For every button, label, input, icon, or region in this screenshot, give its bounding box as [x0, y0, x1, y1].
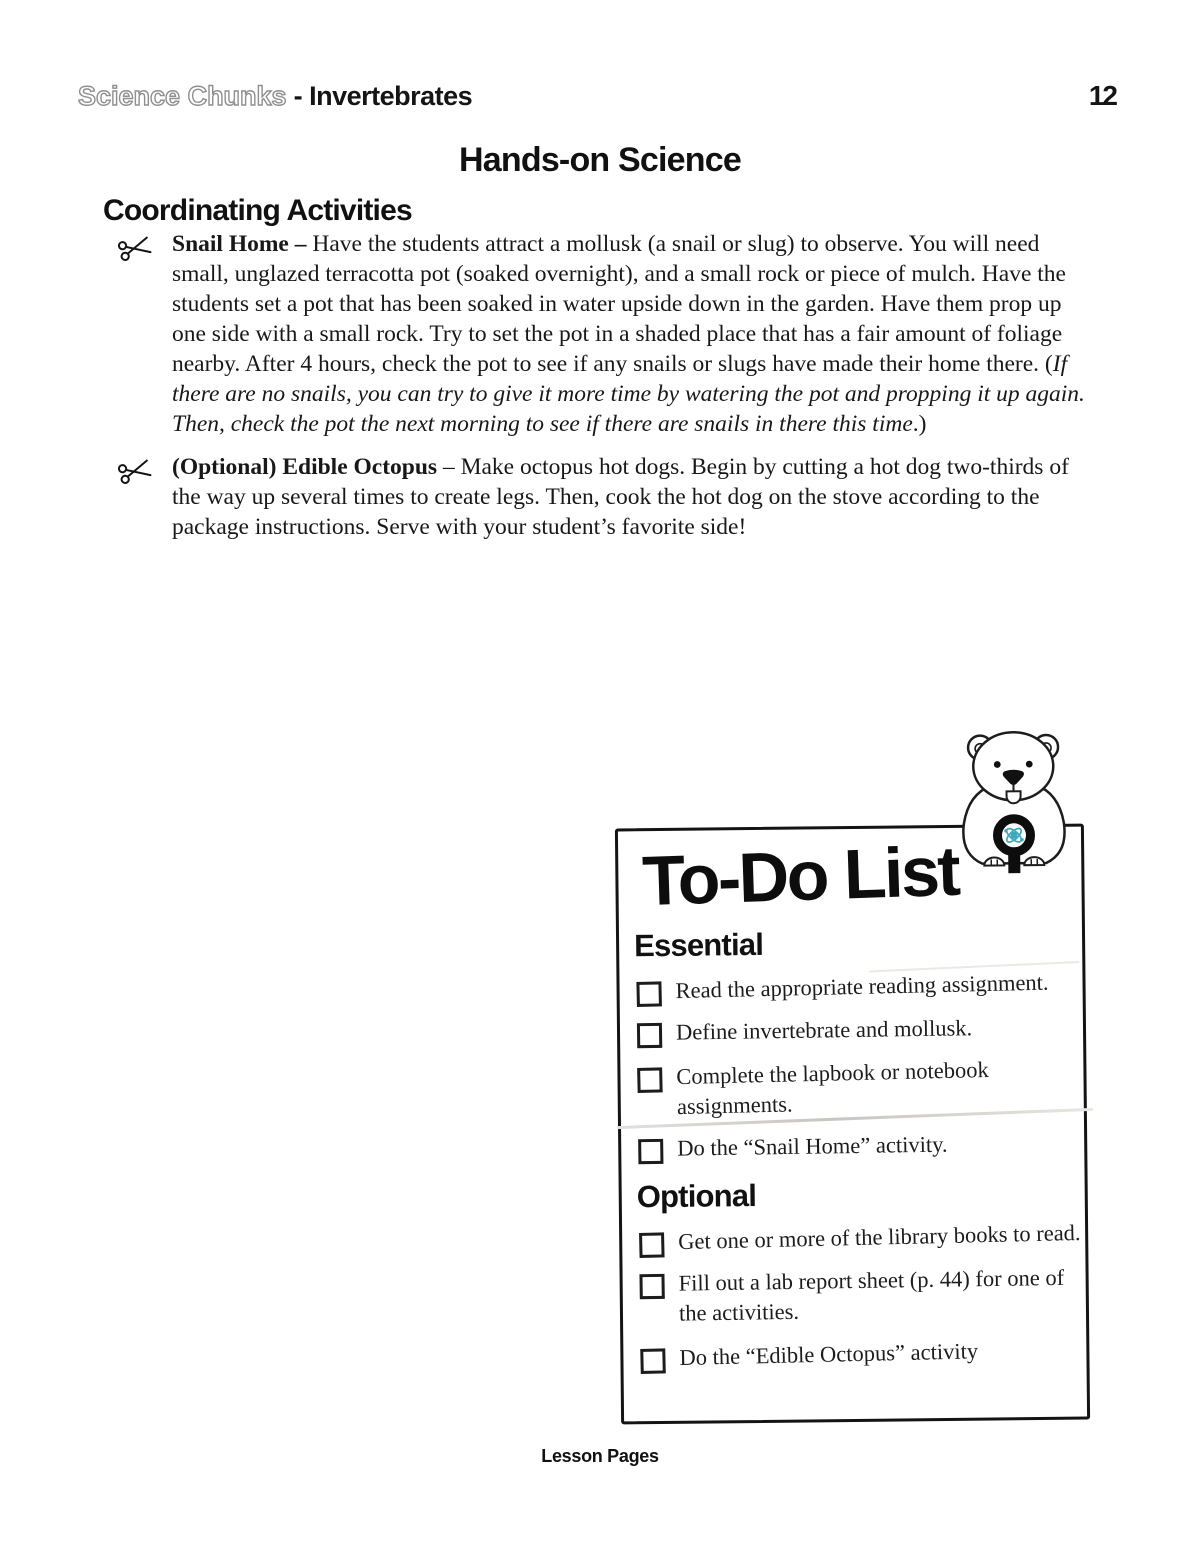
checkbox-icon — [639, 1274, 664, 1299]
activity-item — [118, 452, 1086, 542]
section-heading: Coordinating Activities — [103, 194, 412, 227]
page-header — [78, 80, 1116, 112]
todo-item-text: Complete the lapbook or notebook assignments. — [676, 1057, 989, 1120]
scissors-icon — [118, 457, 154, 485]
todo-item — [636, 1128, 1084, 1165]
bear-tongue — [1007, 791, 1021, 803]
page-title: Hands-on Science — [459, 141, 741, 179]
magnifier-handle — [1008, 851, 1020, 873]
scissors-icon — [118, 452, 172, 485]
todo-item — [635, 1012, 1083, 1049]
todo-item-text: Do the “Snail Home” activity. — [677, 1132, 948, 1162]
todo-item — [635, 1053, 1084, 1123]
scissors-icon — [118, 229, 172, 262]
checkbox-icon — [638, 1139, 663, 1164]
activity-text — [172, 452, 1086, 542]
activity-text-segment: Snail Home – — [172, 231, 313, 257]
bear-paw — [984, 857, 1004, 865]
activity-text-segment: – Make octopus hot dogs. Begin by cutting a hot dog two-thirds of the way up several times to create legs. Then, cook the hot dog on the stove according to the package instructions. Serve with your student’s favorite side! — [172, 454, 1069, 540]
todo-section-essential — [634, 924, 1084, 1164]
bear-paw — [1024, 857, 1044, 865]
checkbox-icon — [639, 1233, 665, 1259]
todo-items-list — [637, 1221, 1087, 1372]
todo-item — [634, 967, 1083, 1007]
checkbox-icon — [640, 1349, 666, 1375]
activity-text — [172, 229, 1086, 439]
activity-item — [118, 229, 1086, 439]
todo-card-body — [619, 924, 1087, 1372]
todo-item — [637, 1218, 1086, 1258]
header-title — [78, 81, 472, 112]
todo-item-text: Do the “Edible Octopus” activity — [679, 1338, 979, 1371]
todo-item-text: Fill out a lab report sheet (p. 44) for one of the activities. — [678, 1265, 1065, 1327]
todo-items-list — [634, 970, 1084, 1164]
todo-item-text: Define invertebrate and mollusk. — [675, 1015, 973, 1046]
activity-text-segment: Have the students attract a mollusk (a snail or slug) to observe. You will need small, unglazed terracotta pot (soaked overnight), and a small rock or piece of mulch. Have the students set a pot that has been soaked in water upside down in the garden. Have them prop up one side with a small rock. Try to set the pot in a shaded place that has a fair amount of foliage nearby. After 4 hours, check the pot to see if any snails or slugs have made their home there. ( — [172, 231, 1066, 377]
unit-topic: - Invertebrates — [293, 81, 473, 111]
checkbox-icon — [637, 1068, 663, 1094]
todo-card-title: To-Do List — [641, 831, 960, 921]
todo-section-optional — [637, 1175, 1087, 1372]
todo-item — [637, 1263, 1086, 1330]
todo-item-text: Get one or more of the library books to read. — [677, 1220, 1081, 1255]
todo-item-text: Read the appropriate reading assignment. — [675, 970, 1049, 1004]
scissors-icon — [118, 234, 154, 262]
checkbox-icon — [637, 1023, 662, 1048]
activity-text-segment: (Optional) Edible Octopus — [172, 454, 438, 480]
todo-item — [638, 1334, 1087, 1374]
checkbox-icon — [636, 982, 662, 1008]
polar-bear-mascot — [953, 725, 1075, 874]
page-number: 12 — [1088, 80, 1116, 111]
page-footer: Lesson Pages — [541, 1446, 659, 1466]
todo-list-card — [615, 824, 1090, 1425]
brand-name: Science Chunks — [78, 81, 287, 111]
todo-section-heading: Optional — [636, 1178, 757, 1215]
activities-list — [118, 229, 1086, 555]
activity-text-segment: If there are no snails, you can try to give it more time by watering the pot and propping it up again. Then, check the pot the next morning to see if there are snails in there this time — [172, 351, 1085, 437]
todo-section-heading: Essential — [633, 927, 764, 964]
activity-text-segment: .) — [912, 411, 927, 437]
